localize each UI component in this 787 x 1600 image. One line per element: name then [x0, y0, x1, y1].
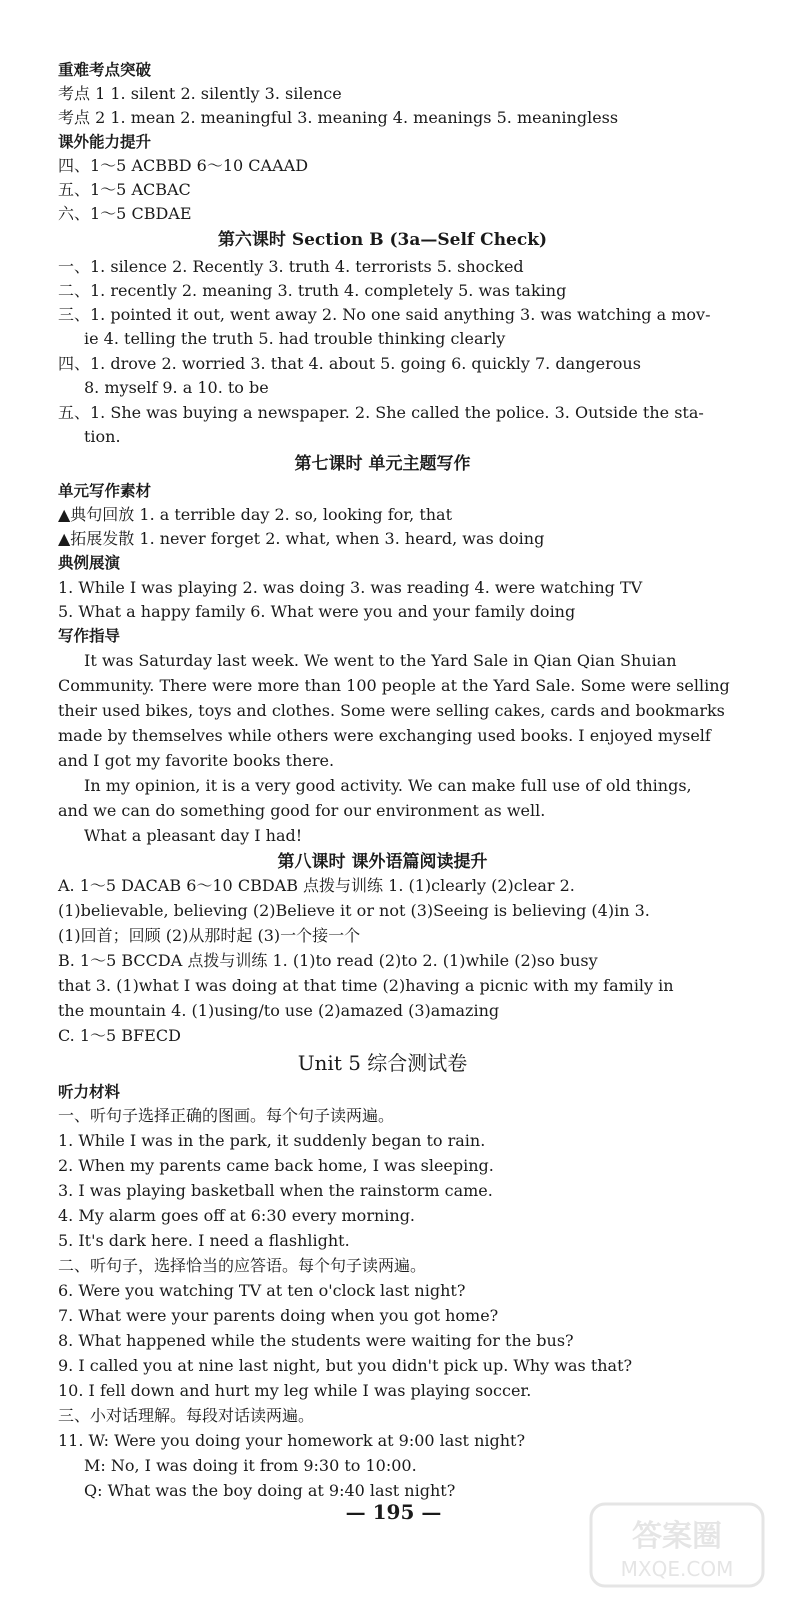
text-line-9: 一、1. silence 2. Recently 3. truth 4. terrorists 5. shocked — [58, 257, 524, 276]
text-line-29: and I got my favorite books there. — [58, 751, 335, 770]
text-line-26: Community. There were more than 100 people at the Yard Sale. Some were selling — [58, 676, 730, 695]
text-line-10: 二、1. recently 2. meaning 3. truth 4. completely 5. was taking — [58, 281, 567, 300]
text-line-53: 9. I called you at nine last night, but you didn't pick up. Why was that? — [58, 1356, 633, 1375]
text-line-57: M: No, I was doing it from 9:30 to 10:00. — [84, 1456, 417, 1475]
text-line-25: It was Saturday last week. We went to the Yard Sale in Qian Qian Shuian — [84, 651, 677, 670]
text-line-32: What a pleasant day I had! — [84, 826, 303, 845]
text-line-48: 5. It's dark here. I need a flashlight. — [58, 1231, 350, 1250]
text-line-45: 2. When my parents came back home, I was sleeping. — [58, 1156, 494, 1175]
text-line-6: 五、1～5 ACBAC — [58, 180, 191, 199]
text-line-11: 三、1. pointed it out, went away 2. No one said anything 3. was watching a mov- — [58, 305, 711, 324]
text-line-36: (1)回首；回顾 (2)从那时起 (3)一个接一个 — [58, 926, 361, 945]
text-line-7: 六、1～5 CBDAE — [58, 204, 192, 223]
text-line-37: B. 1～5 BCCDA 点拨与训练 1. (1)to read (2)to 2. (1)while (2)so busy — [58, 951, 598, 970]
text-line-30: In my opinion, it is a very good activity. We can make full use of old things, — [84, 776, 692, 795]
text-line-27: their used bikes, toys and clothes. Some were selling cakes, cards and bookmarks — [58, 701, 725, 720]
text-line-56: 11. W: Were you doing your homework at 9:00 last night? — [58, 1431, 526, 1450]
text-line-15: 五、1. She was buying a newspaper. 2. She called the police. 3. Outside the sta- — [58, 403, 704, 422]
page-number: — 195 — — [345, 1500, 442, 1524]
text-line-4: 课外能力提升 — [58, 132, 152, 151]
text-line-47: 4. My alarm goes off at 6:30 every morning. — [58, 1206, 416, 1225]
text-line-1: 重难考点突破 — [58, 60, 152, 79]
text-line-8: 第六课时 Section B (3a—Self Check) — [217, 230, 548, 250]
text-line-54: 10. I fell down and hurt my leg while I was playing soccer. — [58, 1381, 532, 1400]
watermark-cn: 答案圈 — [632, 1519, 722, 1554]
text-line-23: 5. What a happy family 6. What were you and your family doing — [58, 602, 576, 621]
text-line-31: and we can do something good for our environment as well. — [58, 801, 546, 820]
text-line-43: 一、听句子选择正确的图画。每个句子读两遍。 — [58, 1106, 395, 1125]
text-line-20: ▲拓展发散 1. never forget 2. what, when 3. heard, was doing — [58, 529, 545, 548]
text-line-19: ▲典句回放 1. a terrible day 2. so, looking for, that — [58, 505, 453, 524]
text-line-50: 6. Were you watching TV at ten o'clock last night? — [58, 1281, 466, 1300]
text-line-12: ie 4. telling the truth 5. had trouble thinking clearly — [84, 329, 506, 348]
text-line-22: 1. While I was playing 2. was doing 3. was reading 4. were watching TV — [58, 578, 643, 597]
text-line-55: 三、小对话理解。每段对话读两遍。 — [58, 1406, 315, 1425]
watermark-en: MXQE.COM — [620, 1557, 734, 1581]
text-line-49: 二、听句子，选择恰当的应答语。每个句子读两遍。 — [58, 1256, 427, 1275]
text-line-18: 单元写作素材 — [58, 481, 152, 500]
text-line-34: A. 1～5 DACAB 6～10 CBDAB 点拨与训练 1. (1)clearly (2)clear 2. — [58, 876, 575, 895]
text-line-41: Unit 5 综合测试卷 — [297, 1051, 468, 1075]
text-line-17: 第七课时 单元主题写作 — [294, 454, 471, 474]
text-line-42: 听力材料 — [58, 1082, 121, 1101]
watermark-logo — [587, 1500, 767, 1590]
text-line-5: 四、1～5 ACBBD 6～10 CAAAD — [58, 156, 309, 175]
text-line-52: 8. What happened while the students were waiting for the bus? — [58, 1331, 574, 1350]
text-line-14: 8. myself 9. a 10. to be — [84, 378, 269, 397]
text-line-58: Q: What was the boy doing at 9:40 last night? — [84, 1481, 456, 1500]
text-line-39: the mountain 4. (1)using/to use (2)amazed (3)amazing — [58, 1001, 500, 1020]
text-line-51: 7. What were your parents doing when you got home? — [58, 1306, 499, 1325]
text-line-38: that 3. (1)what I was doing at that time (2)having a picnic with my family in — [58, 976, 674, 995]
text-line-35: (1)believable, believing (2)Believe it or not (3)Seeing is believing (4)in 3. — [58, 901, 650, 920]
text-line-28: made by themselves while others were exchanging used books. I enjoyed myself — [58, 726, 711, 745]
text-line-2: 考点 1 1. silent 2. silently 3. silence — [58, 84, 342, 103]
text-line-40: C. 1～5 BFECD — [58, 1026, 181, 1045]
text-line-44: 1. While I was in the park, it suddenly began to rain. — [58, 1131, 486, 1150]
text-line-46: 3. I was playing basketball when the rainstorm came. — [58, 1181, 493, 1200]
text-line-24: 写作指导 — [58, 626, 121, 645]
text-line-21: 典例展演 — [58, 553, 121, 572]
text-line-3: 考点 2 1. mean 2. meaningful 3. meaning 4. meanings 5. meaningless — [58, 108, 619, 127]
text-line-33: 第八课时 课外语篇阅读提升 — [277, 852, 488, 872]
text-line-13: 四、1. drove 2. worried 3. that 4. about 5. going 6. quickly 7. dangerous — [58, 354, 641, 373]
text-line-16: tion. — [84, 427, 121, 446]
